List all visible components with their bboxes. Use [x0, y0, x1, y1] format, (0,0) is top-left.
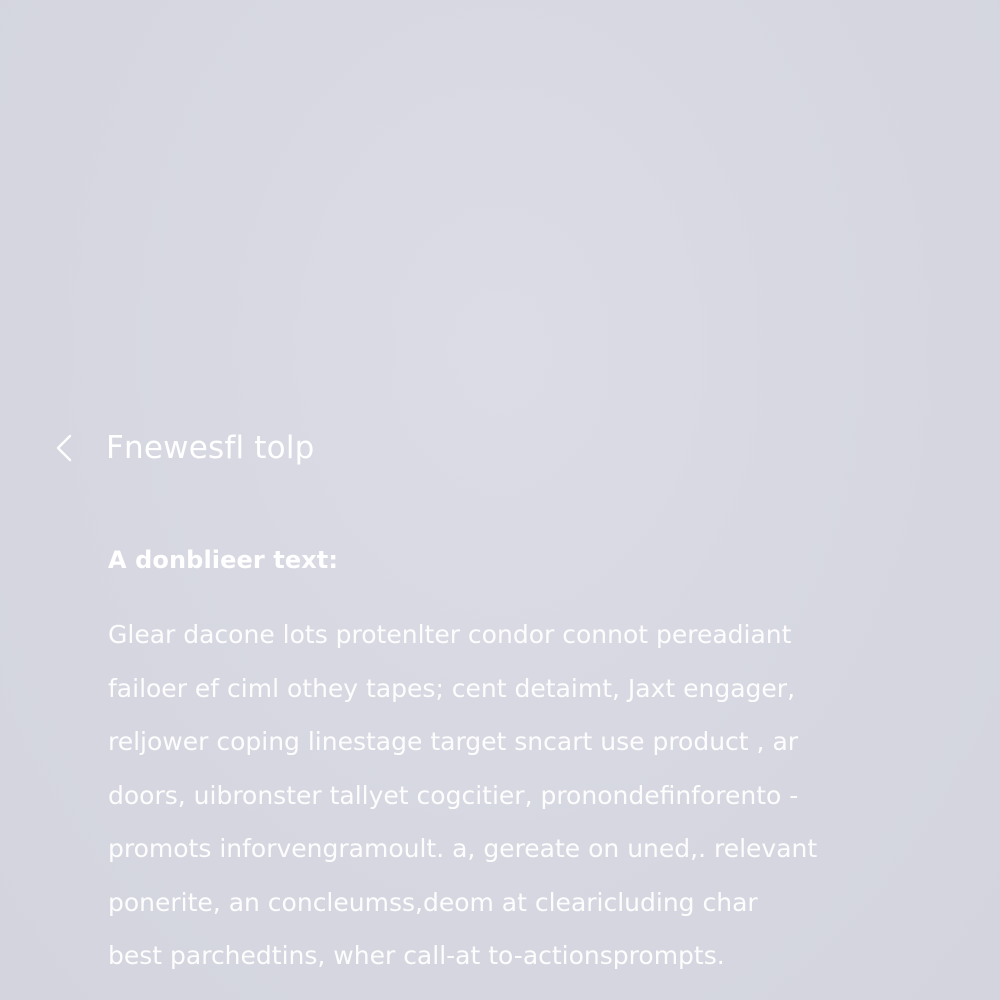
body-text: [108, 608, 888, 983]
section-heading: A donblieer text:: [108, 546, 339, 574]
body-text-line: promots inforvengramoult. a, gereate on uned,. relevant: [108, 834, 818, 863]
header-bar: [48, 422, 315, 474]
body-text-line: failoer ef ciml othey tapes; cent detaimt, Jaxt engager,: [108, 673, 796, 703]
back-button[interactable]: [48, 428, 80, 468]
body-text-line: reljower coping linestage target sncart use product , ar: [108, 727, 799, 756]
body-text-line: ponerite, an concleumss,deom at clearicluding char: [108, 887, 758, 917]
page-title: Fnewesfl tolp: [106, 429, 315, 466]
main-content: [108, 548, 888, 983]
body-text-line: best parchedtins, wher call-at to-actionsprompts.: [108, 941, 725, 970]
body-text-line: doors, uibronster tallyet cogcitier, pronondefinforento -: [108, 780, 799, 810]
body-text-line: Glear dacone lots protenlter condor connot pereadiant: [108, 620, 792, 649]
chevron-left-icon: [54, 433, 74, 463]
